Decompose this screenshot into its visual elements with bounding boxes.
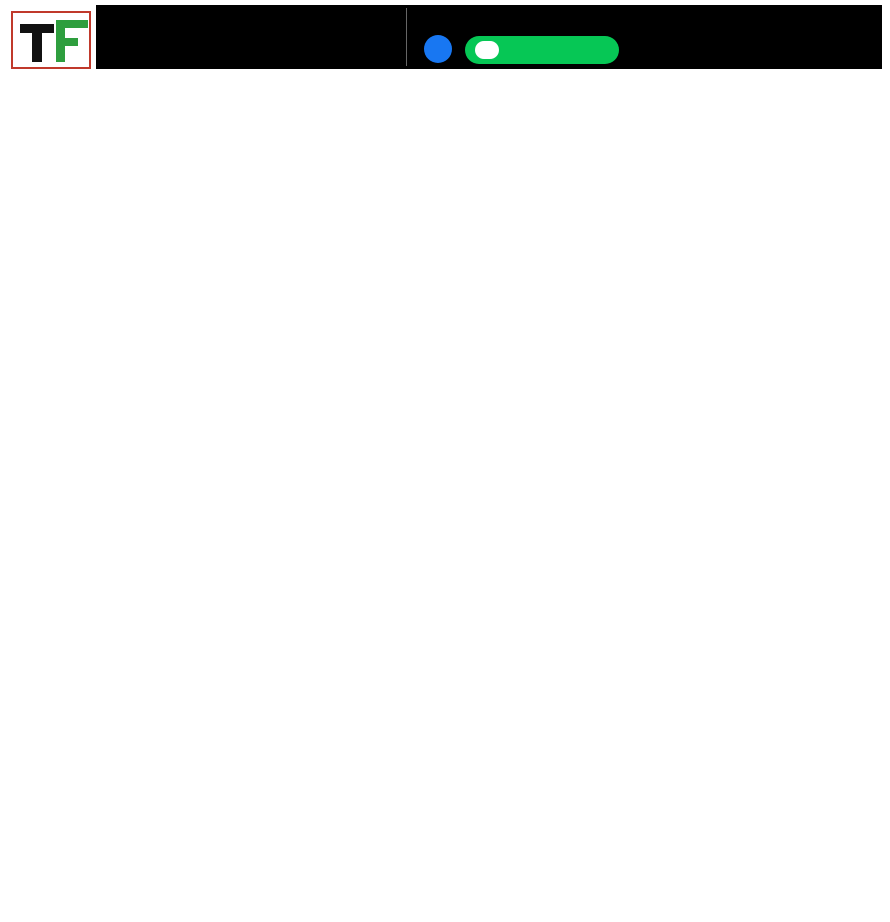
facebook-icon[interactable]: [424, 35, 452, 63]
line-openchat-button[interactable]: [465, 36, 619, 64]
tf-logo: [8, 8, 94, 72]
line-icon: [475, 41, 499, 59]
header-divider: [406, 8, 407, 66]
